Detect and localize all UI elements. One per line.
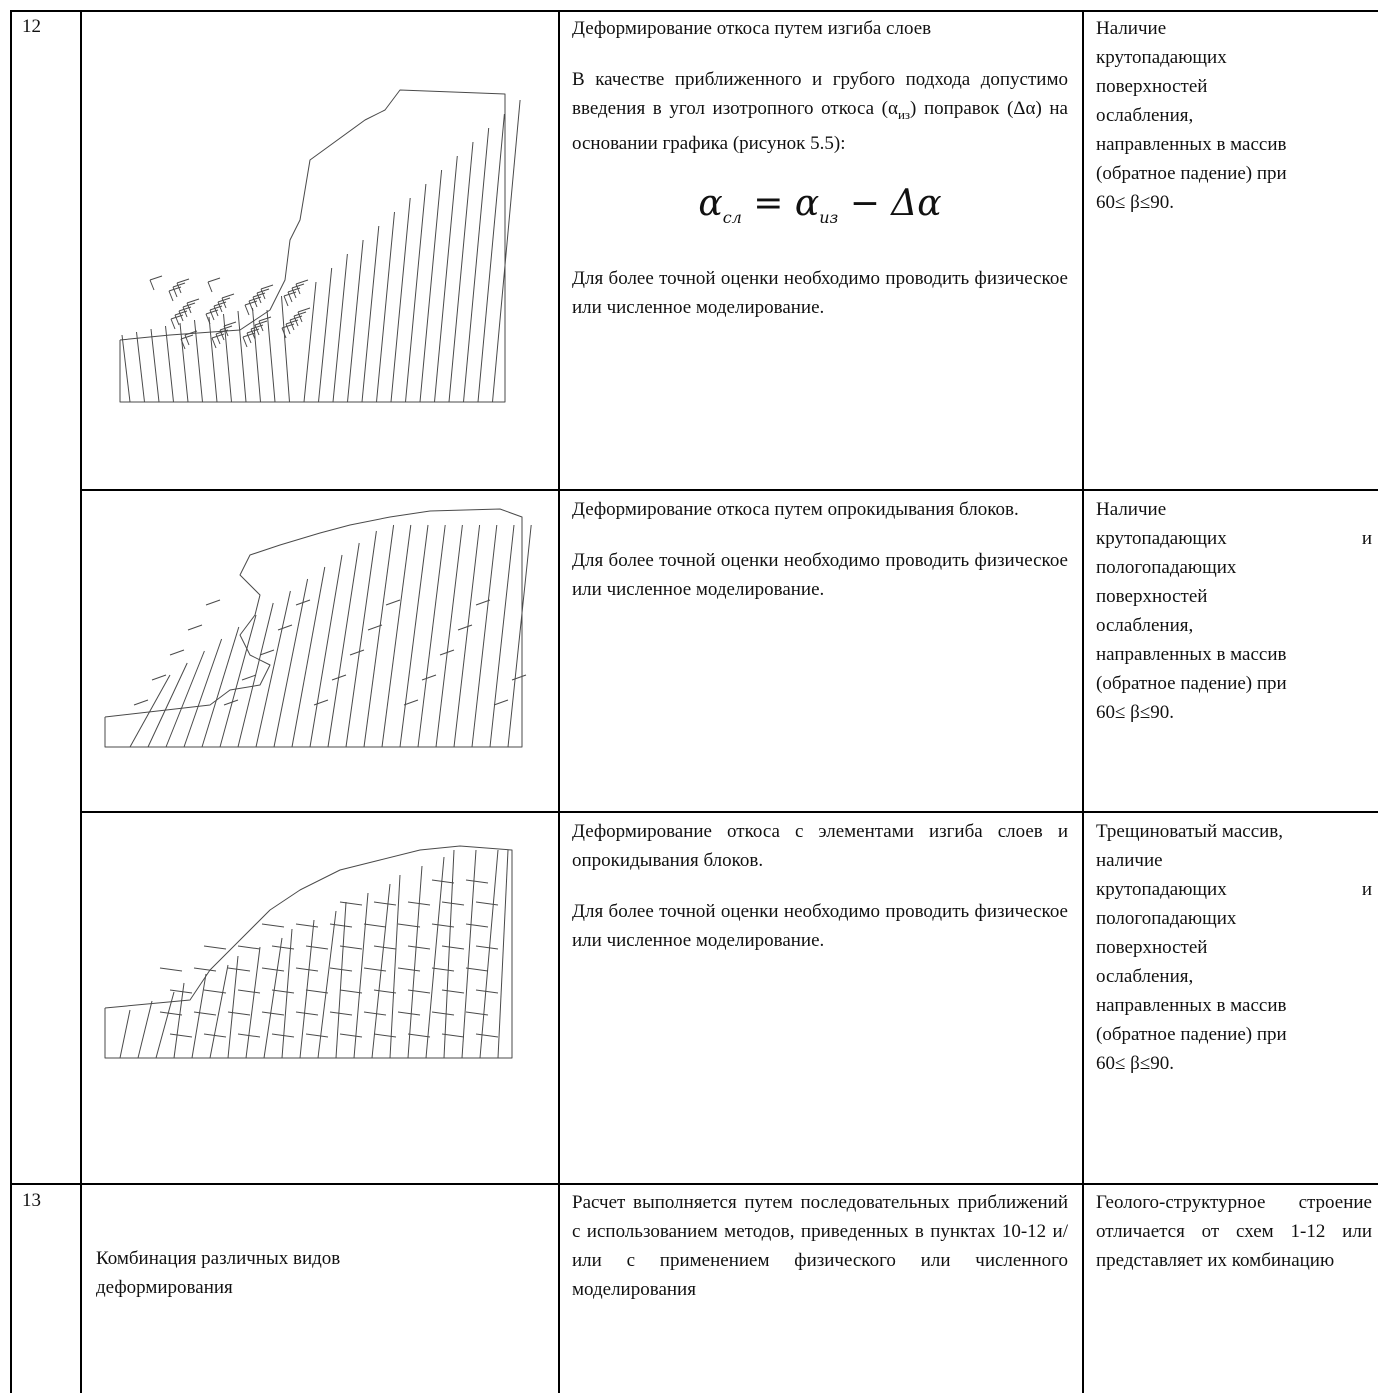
condition-line: ослабления, <box>1096 966 1194 987</box>
condition-line: 60≤ β≤90. <box>1096 192 1175 213</box>
row-divider-12b <box>80 811 1378 813</box>
description-title: Деформирование откоса с элементами изгиба слоев и опрокидывания блоков. <box>572 821 1068 871</box>
row13-conditions <box>1096 1188 1372 1275</box>
row12-sub2-conditions <box>1096 495 1372 727</box>
row13-description <box>572 1188 1068 1304</box>
row-divider-13 <box>10 1183 1378 1185</box>
condition-line: 60≤ β≤90. <box>1096 702 1175 723</box>
condition-line: пологопадающих <box>1096 908 1237 929</box>
condition-line: (обратное падение) при <box>1096 163 1287 184</box>
description-note: Для более точной оценки необходимо проводить физическое или численное моделирование. <box>572 550 1068 600</box>
condition-line: ослабления, <box>1096 105 1194 126</box>
condition-line: крутопадающих и <box>1096 879 1372 900</box>
condition-line: крутопадающих <box>1096 47 1227 68</box>
description-title: Деформирование откоса путем опрокидывания блоков. <box>572 499 1019 520</box>
column-divider-2 <box>558 10 560 1393</box>
figure-combined-deformation <box>100 840 520 1070</box>
description-title: Деформирование откоса путем изгиба слоев <box>572 18 932 39</box>
condition-line: направленных в массив <box>1096 995 1287 1016</box>
row12-sub3-description <box>572 817 1068 955</box>
description-text: В качестве приближенного и грубого подхода допустимо введения в угол изотропного откоса $(\alpha_{из})$ поправок (Δα) на основании графика (рисунок 5.5): <box>572 69 1068 154</box>
condition-line: Трещиноватый массив, <box>1096 821 1284 842</box>
row12-sub3-conditions <box>1096 817 1372 1078</box>
condition-line: поверхностей <box>1096 586 1208 607</box>
column-divider-1 <box>80 10 82 1393</box>
figure-layer-bending <box>110 80 520 420</box>
row-number-13: 13 <box>22 1190 41 1211</box>
condition-line: Наличие <box>1096 499 1167 520</box>
condition-line: 60≤ β≤90. <box>1096 1053 1175 1074</box>
condition-line: направленных в массив <box>1096 644 1287 665</box>
figure-block-toppling <box>100 505 530 765</box>
description-note: Для более точной оценки необходимо проводить физическое или численное моделирование. <box>572 901 1068 951</box>
condition-line: поверхностей <box>1096 937 1208 958</box>
condition-line: Наличие <box>1096 18 1167 39</box>
row12-sub1-description <box>572 14 1068 322</box>
condition-line: (обратное падение) при <box>1096 673 1287 694</box>
condition-line: направленных в массив <box>1096 134 1287 155</box>
condition-line: (обратное падение) при <box>1096 1024 1287 1045</box>
condition-line: поверхностей <box>1096 76 1208 97</box>
condition-line: крутопадающих и <box>1096 528 1372 549</box>
condition-line: наличие <box>1096 850 1163 871</box>
row13-scheme-text: Комбинация различных видов деформирования <box>96 1248 341 1298</box>
row12-sub1-conditions <box>1096 14 1372 217</box>
condition-line: ослабления, <box>1096 615 1194 636</box>
row-divider-12a <box>80 489 1378 491</box>
condition-line: пологопадающих <box>1096 557 1237 578</box>
row-number-12: 12 <box>22 16 41 37</box>
formula: $\alpha_{сл} = \alpha_{из} - \Delta\alpha$ <box>698 182 942 227</box>
column-divider-3 <box>1082 10 1084 1393</box>
row12-sub2-description <box>572 495 1068 604</box>
description-text: Расчет выполняется путем последовательных приближений с использованием методов, приведенных в пунктах 10-12 и/или с применением физического или численного моделирования <box>572 1192 1068 1300</box>
condition-text: Геолого-структурное строение отличается от схем 1-12 или представляет их комбинацию <box>1096 1192 1372 1271</box>
table-top-border <box>10 10 1378 12</box>
table-left-border <box>10 10 12 1393</box>
description-note: Для более точной оценки необходимо проводить физическое или численное моделирование. <box>572 267 1068 318</box>
